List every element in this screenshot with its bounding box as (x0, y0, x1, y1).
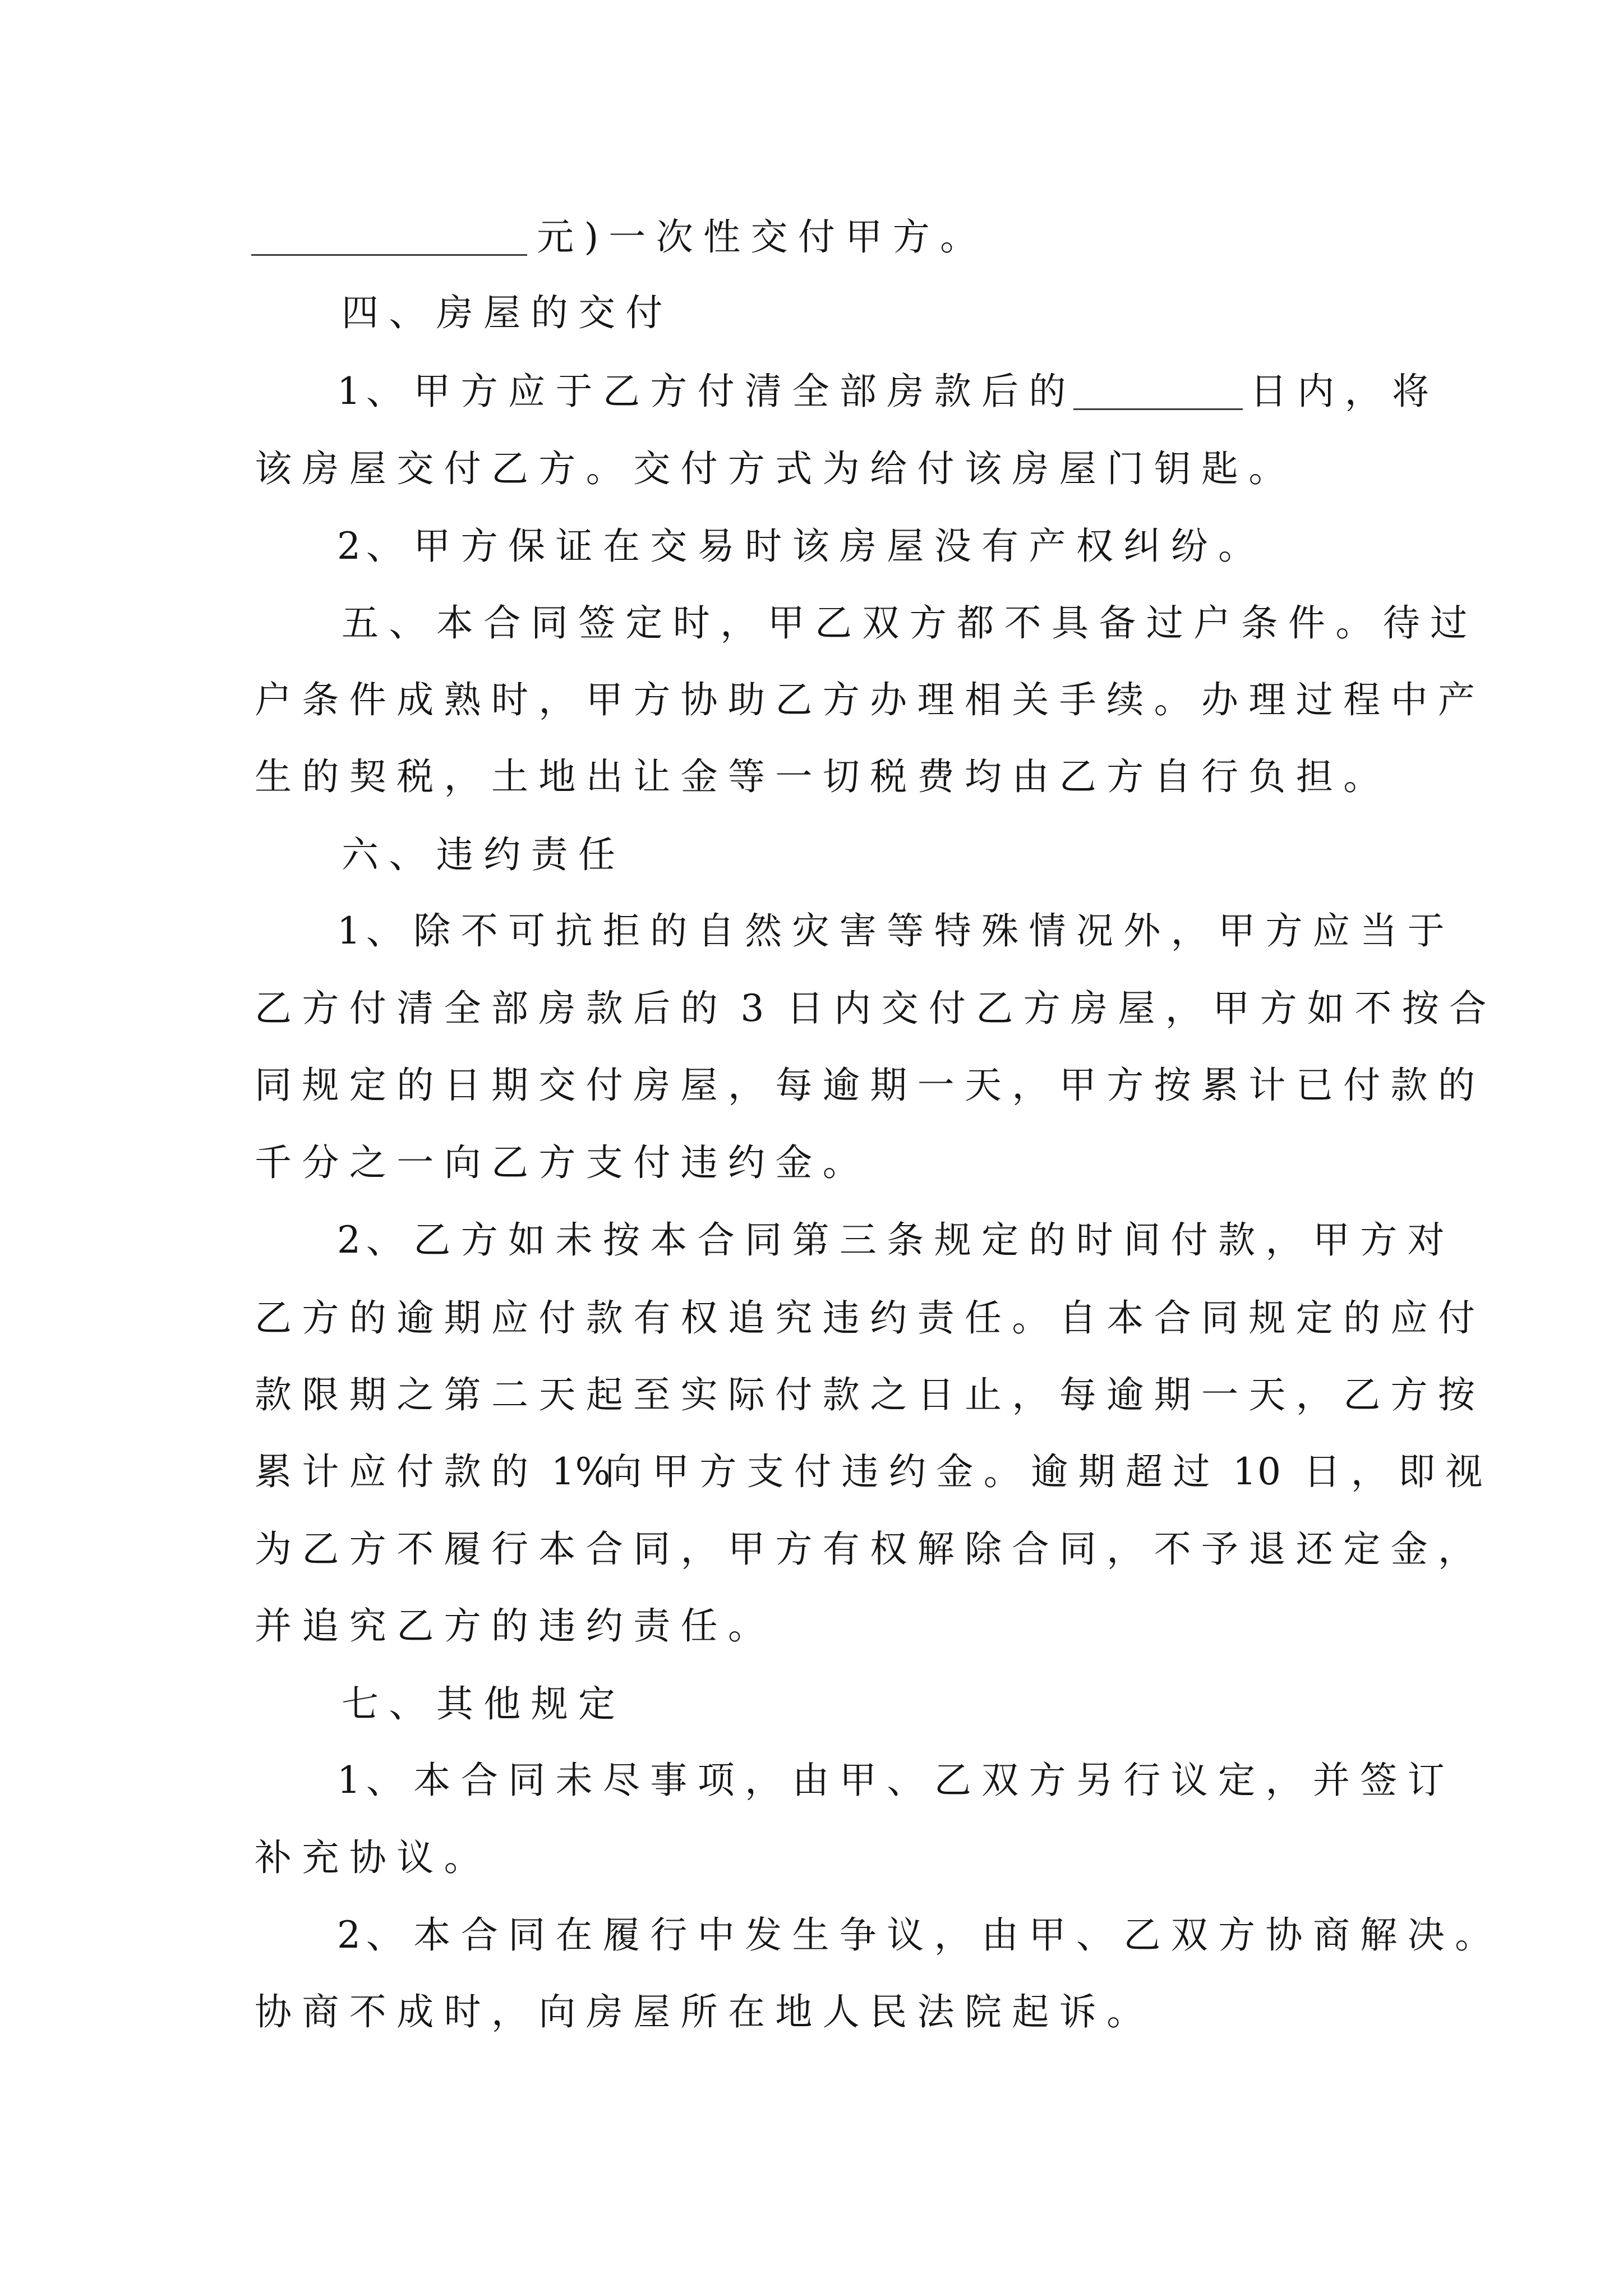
text-line: 协 商 不 成 时 ， 向 房 屋 所 在 地 人 民 法 院 起 诉 。 (255, 1990, 1144, 2033)
text-line: 2 、 乙 方 如 未 按 本 合 同 第 三 条 规 定 的 时 间 付 款 ， 甲 方 对 (336, 1218, 1445, 1262)
text-line: 该 房 屋 交 付 乙 方 。 交 付 方 式 为 给 付 该 房 屋 门 钥 匙 。 (255, 447, 1286, 490)
text-line: 累 计 应 付 款 的 1 % 向 甲 方 支 付 违 约 金 。 逾 期 超 过 1 0 日 ， 即 视 (255, 1450, 1483, 1493)
fill-in-blank (251, 219, 527, 256)
text-line: 生 的 契 税 ， 土 地 出 让 金 等 一 切 税 费 均 由 乙 方 自 行 负 担 。 (255, 755, 1381, 798)
section-heading: 七 、 其 他 规 定 (342, 1682, 615, 1726)
text-line: 同 规 定 的 日 期 交 付 房 屋 ， 每 逾 期 一 天 ， 甲 方 按 累 计 已 付 款 的 (255, 1064, 1475, 1107)
text-line: 1 、 除 不 可 抗 拒 的 自 然 灾 害 等 特 殊 情 况 外 ， 甲 方 应 当 于 (336, 909, 1445, 953)
text-line: 1 、 本 合 同 未 尽 事 项 ， 由 甲 、 乙 双 方 另 行 议 定 ， 并 签 订 (336, 1759, 1445, 1802)
text-line: 五 、 本 合 同 签 定 时 ， 甲 乙 双 方 都 不 具 备 过 户 条 件 。 待 过 (342, 601, 1468, 645)
text-line: 2 、 本 合 同 在 履 行 中 发 生 争 议 ， 由 甲 、 乙 双 方 协 商 解 决 。 (336, 1913, 1492, 1957)
text-line: 1 、 甲 方 应 于 乙 方 付 清 全 部 房 款 后 的 日 内 ， 将 (336, 370, 1430, 413)
text-line: 千 分 之 一 向 乙 方 支 付 违 约 金 。 (255, 1141, 860, 1184)
section-heading: 六 、 违 约 责 任 (342, 833, 615, 876)
text-line: 并 追 究 乙 方 的 违 约 责 任 。 (255, 1604, 765, 1648)
text-line: 为 乙 方 不 履 行 本 合 同 ， 甲 方 有 权 解 除 合 同 ， 不 予 退 还 定 金 ， (255, 1527, 1475, 1571)
text-line: 款 限 期 之 第 二 天 起 至 实 际 付 款 之 日 止 ， 每 逾 期 一 天 ， 乙 方 按 (255, 1373, 1475, 1416)
text-line: 乙 方 的 逾 期 应 付 款 有 权 追 究 违 约 责 任 。 自 本 合 同 规 定 的 应 付 (255, 1296, 1475, 1340)
section-heading: 四 、 房 屋 的 交 付 (342, 291, 663, 334)
text-line: 乙 方 付 清 全 部 房 款 后 的 3 日 内 交 付 乙 方 房 屋 ， 甲 方 如 不 按 合 (255, 987, 1487, 1030)
text-line: 元 ) 一 次 性 交 付 甲 方 。 (0, 204, 1623, 271)
text-line: 户 条 件 成 熟 时 ， 甲 方 协 助 乙 方 办 理 相 关 手 续 。 办 理 过 程 中 产 (255, 678, 1475, 721)
fill-in-blank (1073, 374, 1243, 410)
text-line: 补 充 协 议 。 (255, 1836, 481, 1879)
text-line: 2 、 甲 方 保 证 在 交 易 时 该 房 屋 没 有 产 权 纠 纷 。 (336, 524, 1256, 568)
